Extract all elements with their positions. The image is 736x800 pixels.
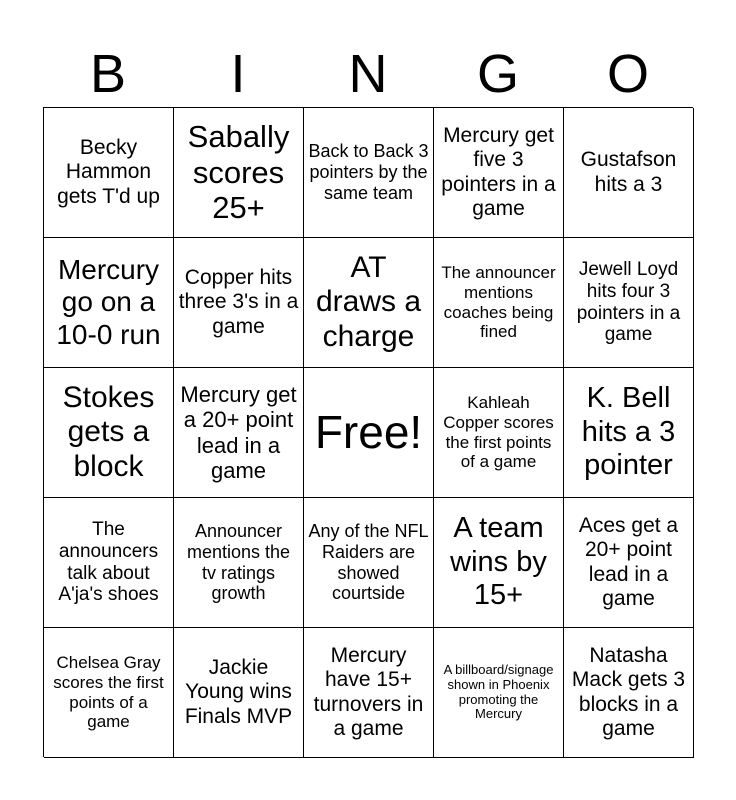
bingo-cell — [174, 368, 304, 498]
bingo-cell — [434, 238, 564, 368]
bingo-cell — [174, 628, 304, 758]
cell-text: Aces get a 20+ point lead in a game — [578, 514, 679, 610]
bingo-cell — [304, 628, 434, 758]
bingo-cell — [304, 238, 434, 368]
bingo-cell — [44, 368, 174, 498]
cell-text: Chelsea Gray scores the first points of a game — [53, 653, 164, 732]
bingo-cell — [304, 498, 434, 628]
bingo-cell — [304, 108, 434, 238]
cell-text: Becky Hammon gets T'd up — [57, 136, 160, 208]
header-letter-n: N — [348, 44, 388, 104]
bingo-cell — [564, 368, 694, 498]
cell-text: Mercury have 15+ turnovers in a game — [313, 644, 424, 740]
header-letter-b: B — [89, 44, 127, 104]
header-letter-g: G — [476, 44, 519, 104]
cell-text: Mercury go on a 10-0 run — [56, 254, 161, 350]
cell-text: Announcer mentions the tv ratings growth — [186, 521, 291, 604]
cell-text: A billboard/signage shown in Phoenix promoting the Mercury — [443, 661, 554, 722]
bingo-cell — [174, 238, 304, 368]
header-letter-o: O — [606, 44, 649, 104]
bingo-cell — [434, 368, 564, 498]
bingo-cell — [174, 108, 304, 238]
cell-text: Mercury get a 20+ point lead in a game — [180, 381, 297, 483]
cell-text: The announcers talk about A'ja's shoes — [58, 518, 159, 606]
cell-text: Back to Back 3 pointers by the same team — [308, 141, 429, 203]
cell-text: Kahleah Copper scores the first points of a game — [443, 393, 554, 472]
cell-text: The announcer mentions coaches being fined — [441, 263, 556, 342]
bingo-cell — [564, 628, 694, 758]
bingo-cell — [564, 108, 694, 238]
bingo-cell — [564, 498, 694, 628]
free-space-text: Free! — [314, 406, 423, 459]
bingo-cell — [44, 498, 174, 628]
cell-text: Mercury get five 3 pointers in a game — [441, 124, 556, 220]
bingo-header — [43, 40, 693, 108]
cell-text: Natasha Mack gets 3 blocks in a game — [571, 644, 686, 740]
cell-text: K. Bell hits a 3 pointer — [581, 382, 676, 482]
cell-text: Jewell Loyd hits four 3 pointers in a game — [576, 258, 681, 346]
bingo-cell — [44, 628, 174, 758]
bingo-cell-free — [304, 368, 434, 498]
cell-text: AT draws a charge — [315, 250, 422, 353]
bingo-cell — [564, 238, 694, 368]
bingo-cell — [434, 498, 564, 628]
cell-text: Gustafson hits a 3 — [580, 148, 677, 196]
cell-text: Jackie Young wins Finals MVP — [184, 656, 293, 728]
bingo-grid — [43, 107, 693, 757]
cell-text: Sabally scores 25+ — [187, 119, 290, 226]
cell-text: Stokes gets a block — [62, 380, 155, 483]
bingo-cell — [434, 108, 564, 238]
bingo-cell — [434, 628, 564, 758]
bingo-cell — [174, 498, 304, 628]
cell-text: A team wins by 15+ — [450, 512, 547, 612]
header-letter-i: I — [230, 44, 246, 104]
cell-text: Copper hits three 3's in a game — [178, 266, 299, 338]
bingo-cell — [44, 108, 174, 238]
cell-text: Any of the NFL Raiders are showed courtside — [308, 521, 429, 604]
bingo-cell — [44, 238, 174, 368]
